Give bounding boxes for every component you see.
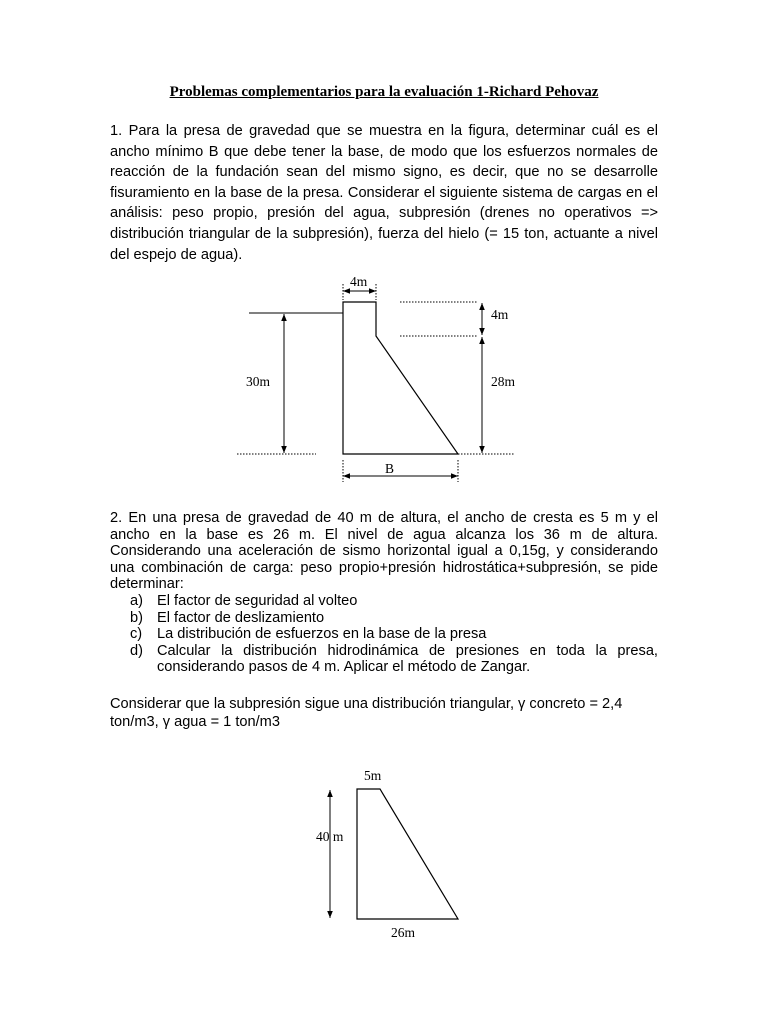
list-item: a) El factor de seguridad al volteo	[130, 593, 358, 609]
list-item: c) La distribución de esfuerzos en la base de la presa	[130, 626, 487, 643]
list-item: d) Calcular la distribución hidrodinámica de presiones en toda la presa, considerando pasos de 4 m. Aplicar el método de Zangar.	[130, 642, 658, 676]
top-height-label: 4m	[491, 307, 509, 322]
note-line-1: Considerar que la subpresión sigue una distribución triangular, γ concreto = 2,4	[110, 696, 623, 712]
problem-1-text: 1. Para la presa de gravedad que se muestra en la figura, determinar cuál es el ancho mínimo B que debe tener la base, de modo que los esfuerzos normales de reacción de la fundación sean del mismo signo, es decir, que no se desarrolle fisuramiento en la base de la presa. Considerar el siguiente sistema de cargas en el análisis: peso propio, presión del agua, subpresión (drenes no operativos => distribución triangular de la subpresión), fuerza del hielo (= 15 ton, actuante a nivel del espejo de agua).	[110, 123, 658, 263]
height-label-2: 40 m	[316, 829, 344, 844]
base-label: B	[385, 461, 395, 476]
figure-1-dam-diagram	[0, 270, 768, 500]
base-label-2: 26m	[391, 925, 416, 940]
figure-2-dam-diagram	[0, 760, 768, 960]
page-title: Problemas complementarios para la evaluación 1-Richard Pehovaz	[169, 84, 599, 100]
crest-label-2: 5m	[364, 768, 382, 783]
list-item: b) El factor de deslizamiento	[130, 609, 325, 626]
dam-2-outline	[357, 789, 458, 919]
water-height-label: 30m	[246, 374, 271, 389]
crest-label: 4m	[350, 274, 368, 289]
problem-2-text: 2. En una presa de gravedad de 40 m de altura, el ancho de cresta es 5 m y el ancho en la base es 26 m. El nivel de agua alcanza los 36 m de altura. Considerando una aceleración de sismo horizontal igual a 0,15g, y considerando una combinación de carga: peso propio+presión hidrostática+subpresión, se pide determinar:	[110, 510, 658, 593]
dam-1-outline	[343, 302, 458, 454]
problem-2-list	[130, 593, 658, 676]
note-line-2: ton/m3, γ agua = 1 ton/m3	[110, 714, 280, 730]
lower-height-label: 28m	[491, 374, 516, 389]
